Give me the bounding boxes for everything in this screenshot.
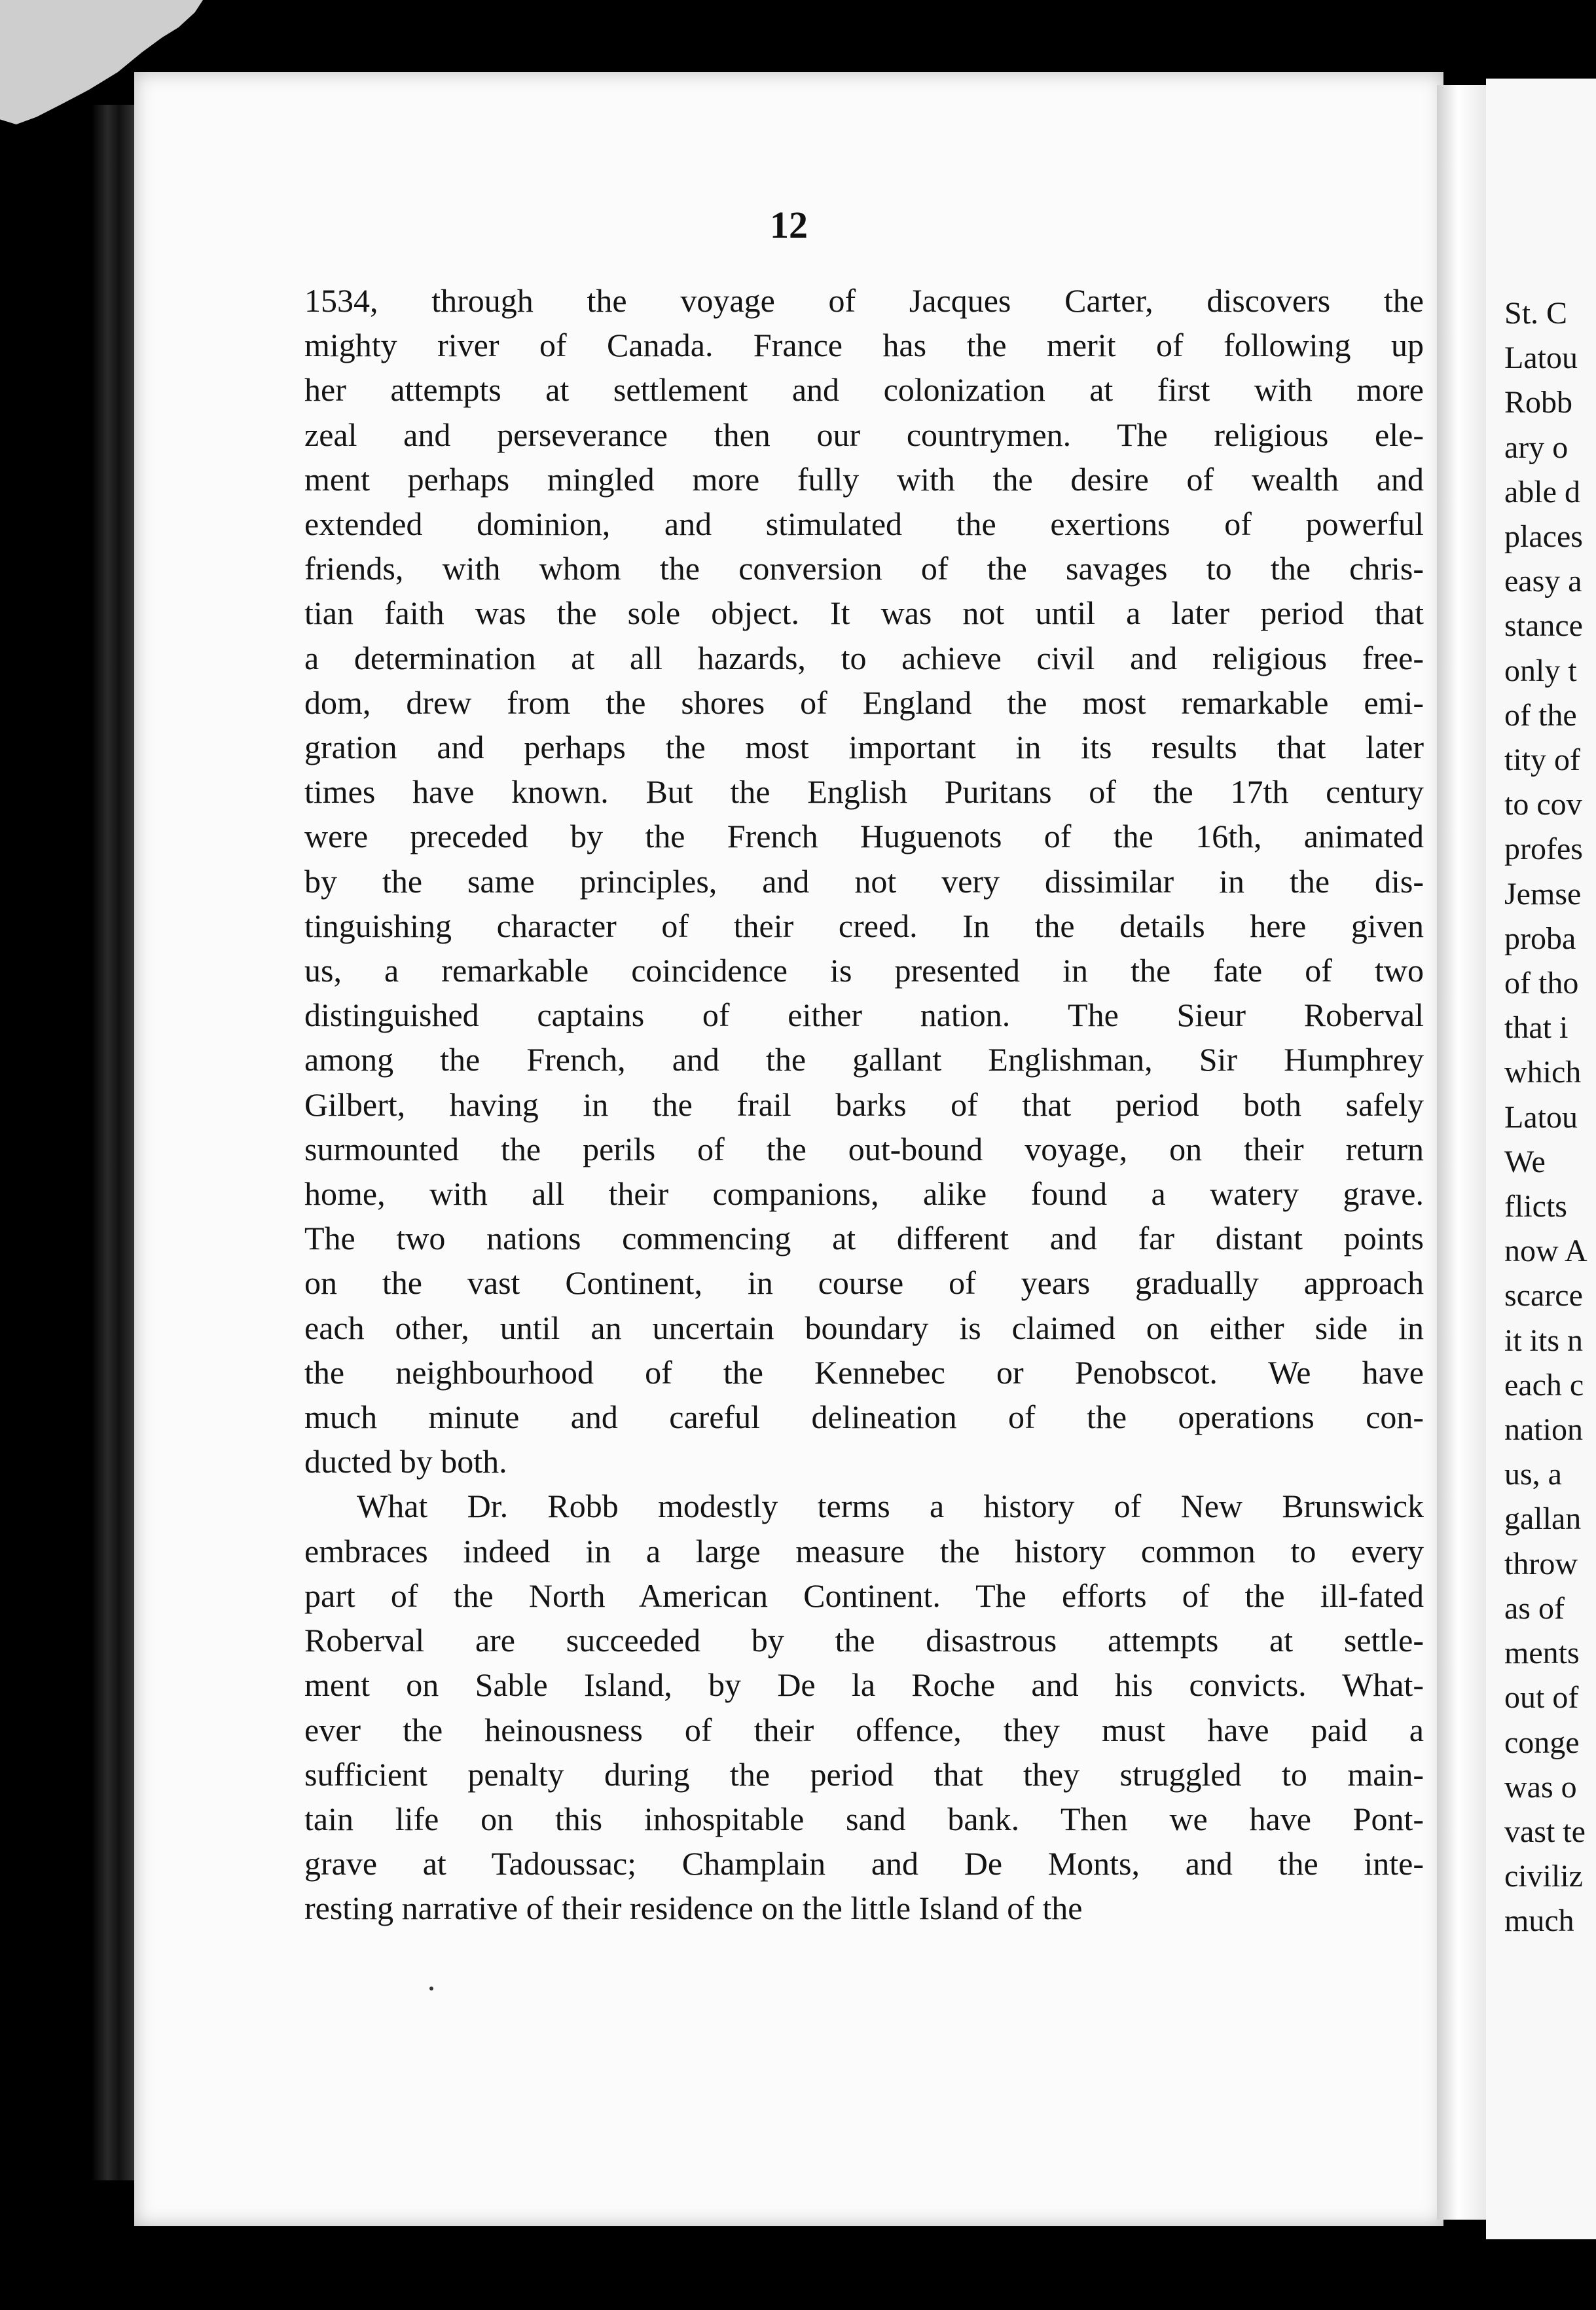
right-page-fragment: ments [1504,1636,1580,1671]
text-line: by the same principles, and not very dissimilar in the dis- [304,862,1424,900]
text-line: Roberval are succeeded by the disastrous attempts at settle- [304,1622,1424,1659]
text-line: ever the heinousness of their offence, they must have paid a [304,1711,1424,1748]
text-line: each other, until an uncertain boundary is claimed on either side in [304,1309,1424,1346]
text-line: tain life on this inhospitable sand bank. Then we have Pont- [304,1800,1424,1837]
text-line: dom, drew from the shores of England the most remarkable emi- [304,684,1424,721]
text-line: ment perhaps mingled more fully with the desire of wealth and [304,460,1424,498]
right-page-fragment: Latou [1504,1099,1578,1135]
text-line: on the vast Continent, in course of years gradually approach [304,1264,1424,1302]
text-line: her attempts at settlement and colonization at first with more [304,371,1424,409]
right-page-fragment: scarce [1504,1278,1583,1313]
right-page-fragment: tity of [1504,742,1580,778]
right-page-fragment: nation [1504,1412,1583,1448]
text-line: The two nations commencing at different and far distant points [304,1220,1424,1257]
right-page-fragment: places [1504,519,1583,555]
text-line: tian faith was the sole object. It was not until a later period that [304,595,1424,632]
right-page-fragment: vast te [1504,1814,1586,1849]
right-page-fragment: to cov [1504,787,1582,822]
right-page-fragment: St. C [1504,296,1568,331]
book-gutter [92,105,137,2180]
right-page-fragment: able d [1504,474,1580,509]
text-line: Gilbert, having in the frail barks of that period both safely [304,1086,1424,1123]
right-page-fragment: was o [1504,1769,1577,1805]
right-page-fragment: Latou [1504,340,1578,376]
right-page-fragment: throw [1504,1546,1578,1581]
right-page-fragment: us, a [1504,1457,1562,1492]
right-page-fragment: civiliz [1504,1859,1583,1894]
right-page-fragment: profes [1504,832,1583,867]
right-page-fragment: only t [1504,653,1577,688]
text-line: extended dominion, and stimulated the exertions of powerful [304,505,1424,543]
right-page-fragment: it its n [1504,1323,1584,1358]
text-line: grave at Tadoussac; Champlain and De Monts, and the inte- [304,1845,1424,1882]
text-line: zeal and perseverance then our countrymen. The religious ele- [304,416,1424,453]
text-line: sufficient penalty during the period that they struggled to main- [304,1755,1424,1793]
text-line: the neighbourhood of the Kennebec or Penobscot. We have [304,1353,1424,1391]
right-page-fragment: conge [1504,1725,1580,1760]
text-line: gration and perhaps the most important in its results that later [304,729,1424,766]
text-line: among the French, and the gallant Englishman, Sir Humphrey [304,1041,1424,1078]
right-page-fragment: each c [1504,1367,1584,1402]
text-line: What Dr. Robb modestly terms a history of New Brunswick [357,1488,1424,1525]
paragraph [304,278,1424,1484]
text-line: mighty river of Canada. France has the merit of following up [304,327,1424,364]
right-page-fragment: of the [1504,697,1577,733]
text-line: times have known. But the English Puritans of the 17th century [304,773,1424,811]
right-page-fragment: Robb [1504,385,1573,420]
right-page-fragment: now A [1504,1234,1587,1269]
text-line: tinguishing character of their creed. In the details here given [304,907,1424,944]
text-line: surmounted the perils of the out-bound voyage, on their return [304,1130,1424,1167]
right-page-text-fragments [1504,291,1587,1944]
right-page-fragment: out of [1504,1680,1579,1715]
scan-bottom-border [0,2246,1596,2310]
right-page-fragment: which [1504,1055,1582,1090]
paragraph [304,1484,1424,1930]
text-line: us, a remarkable coincidence is presented in the fate of two [304,952,1424,989]
text-line: much minute and careful delineation of the operations con- [304,1399,1424,1436]
page-fold-edge [1437,85,1489,2220]
text-line: were preceded by the French Huguenots of the 16th, animated [304,818,1424,855]
right-page-fragment: Jemse [1504,876,1582,911]
right-page-fragment: proba [1504,921,1576,956]
text-line: friends, with whom the conversion of the savages to the chris- [304,550,1424,587]
text-line: a determination at all hazards, to achieve civil and religious free- [304,639,1424,676]
right-page-fragment: stance [1504,608,1583,644]
page-body-text [304,278,1424,1931]
right-page-fragment: of tho [1504,966,1579,1001]
text-line: ducted by both. [304,1443,507,1480]
page-number: 12 [770,204,808,246]
right-page-fragment: gallan [1504,1501,1582,1537]
right-page-fragment: much [1504,1903,1574,1939]
text-line: embraces indeed in a large measure the history common to every [304,1532,1424,1569]
text-line: part of the North American Continent. The efforts of the ill-fated [304,1577,1424,1614]
text-line: distinguished captains of either nation. The Sieur Roberval [304,997,1424,1034]
text-line: ment on Sable Island, by De la Roche and his convicts. What- [304,1666,1424,1704]
right-page-fragment: as of [1504,1590,1565,1626]
right-page-fragment: that i [1504,1010,1569,1046]
text-line: 1534, through the voyage of Jacques Carter, discovers the [304,282,1424,319]
ink-speck [429,1987,433,1990]
right-page-fragment: We [1504,1144,1546,1179]
right-page-fragment: easy a [1504,564,1582,599]
right-page-fragment: ary o [1504,430,1569,465]
right-page-fragment: flicts [1504,1189,1567,1224]
text-line: resting narrative of their residence on the little Island of the [304,1890,1083,1927]
text-line: home, with all their companions, alike found a watery grave. [304,1175,1424,1213]
